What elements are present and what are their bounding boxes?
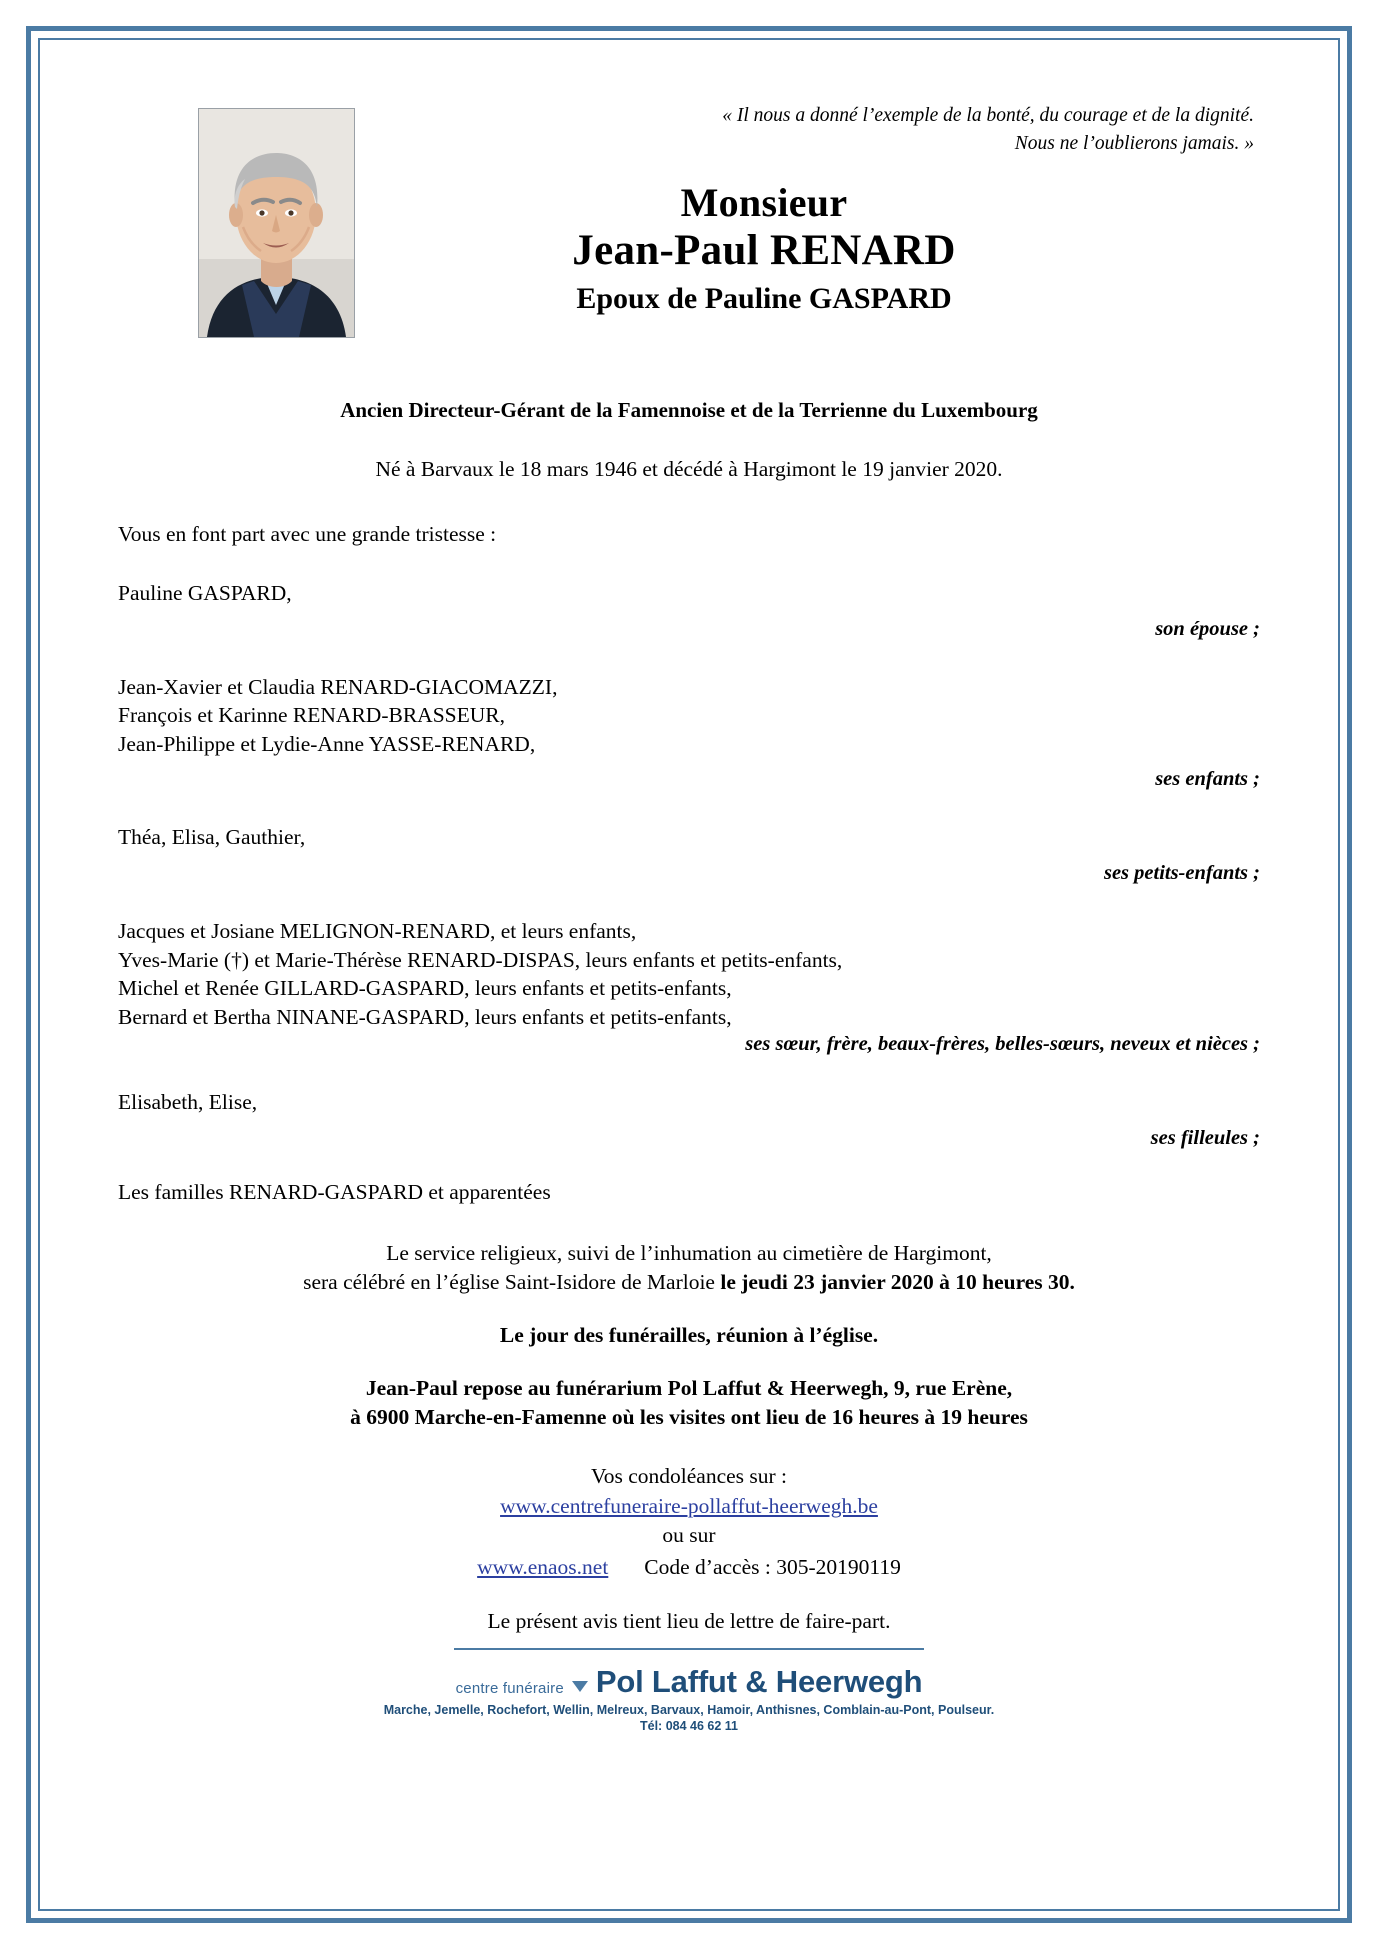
family-relation: ses enfants ; <box>1155 768 1260 791</box>
families-line: Les familles RENARD-GASPARD et apparentées <box>118 1179 551 1204</box>
family-names <box>118 579 1260 608</box>
document-content <box>60 60 1318 1889</box>
portrait-photo <box>198 108 355 338</box>
family-relation: son épouse ; <box>1155 617 1260 640</box>
condolences-block <box>118 1462 1260 1583</box>
enaos-website-link[interactable]: www.enaos.net <box>477 1554 609 1579</box>
logo-line <box>118 1664 1260 1700</box>
triangle-icon <box>572 1681 588 1692</box>
logo-phone: Tél: 084 46 62 11 <box>640 1718 738 1733</box>
family-relation: ses sœur, frère, beaux-frères, belles-sœurs, neveux et nièces ; <box>745 1033 1260 1056</box>
family-names <box>118 673 1260 759</box>
quote-line-1: « Il nous a donné l’exemple de la bonté, du courage et de la dignité. <box>722 105 1254 126</box>
family-name-line: Jean-Xavier et Claudia RENARD-GIACOMAZZI, <box>118 674 558 699</box>
family-group-grandchildren <box>118 823 1260 885</box>
family-name-line: Pauline GASPARD, <box>118 581 292 605</box>
footer-logo <box>118 1664 1260 1733</box>
deceased-name: Jean-Paul RENARD <box>572 227 956 275</box>
family-group-children <box>118 673 1260 792</box>
family-group-goddaughters <box>118 1088 1260 1150</box>
family-name-line: François et Karinne RENARD-BRASSEUR, <box>118 703 505 728</box>
reunion-note: Le jour des funérailles, réunion à l’église. <box>499 1322 879 1347</box>
quote-line-2: Nous ne l’oublierons jamais. » <box>1014 133 1254 155</box>
condolences-website-link[interactable]: www.centrefuneraire-pollaffut-heerwegh.be <box>500 1493 878 1518</box>
family-names <box>118 1088 1260 1117</box>
family-name-line: Jacques et Josiane MELIGNON-RENARD, et leurs enfants, <box>118 918 637 943</box>
service-datetime: le jeudi 23 janvier 2020 à 10 heures 30. <box>720 1269 1075 1294</box>
logo-towns: Marche, Jemelle, Rochefort, Wellin, Melreux, Barvaux, Hamoir, Anthisnes, Comblain-au-Pont, Poulseur. <box>383 1702 995 1717</box>
family-group-spouse <box>118 579 1260 641</box>
family-group-siblings <box>118 917 1260 1056</box>
spouse-line: Epoux de Pauline GASPARD <box>576 282 952 316</box>
service-line-2 <box>118 1268 1260 1297</box>
access-code: Code d’accès : 305-20190119 <box>644 1554 901 1579</box>
family-name-line: Elisabeth, Elise, <box>118 1090 258 1115</box>
condolences-label: Vos condoléances sur : <box>590 1464 788 1488</box>
logo-subtitle: centre funéraire <box>455 1679 564 1697</box>
repose-info <box>118 1374 1260 1432</box>
honorific: Monsieur <box>680 179 848 225</box>
repose-line-1: Jean-Paul repose au funérarium Pol Laffut & Heerwegh, 9, rue Erène, <box>365 1375 1013 1400</box>
family-name-line: Yves-Marie (†) et Marie-Thérèse RENARD-DISPAS, leurs enfants et petits-enfants, <box>118 947 843 972</box>
announcement-intro: Vous en font part avec une grande tristesse : <box>118 522 497 546</box>
service-details <box>118 1239 1260 1297</box>
family-relation: ses filleules ; <box>1150 1126 1260 1149</box>
family-names <box>118 917 1260 1031</box>
family-name-line: Bernard et Bertha NINANE-GASPARD, leurs enfants et petits-enfants, <box>118 1004 732 1029</box>
access-row <box>118 1553 1260 1583</box>
family-names <box>118 823 1260 852</box>
portrait-image <box>199 109 354 337</box>
service-line-2-prefix: sera célébré en l’église Saint-Isidore de Marloie <box>303 1269 721 1294</box>
family-name-line: Michel et Renée GILLARD-GASPARD, leurs enfants et petits-enfants, <box>118 976 732 1001</box>
family-name-line: Théa, Elisa, Gauthier, <box>118 825 306 850</box>
logo-title: Pol Laffut & Heerwegh <box>595 1663 923 1699</box>
divider <box>454 1648 924 1650</box>
closing-note: Le présent avis tient lieu de lettre de faire-part. <box>487 1608 891 1633</box>
family-name-line: Jean-Philippe et Lydie-Anne YASSE-RENARD, <box>118 731 536 756</box>
service-line-1: Le service religieux, suivi de l’inhumation au cimetière de Hargimont, <box>386 1240 992 1265</box>
header-section <box>118 102 1260 352</box>
family-relation: ses petits-enfants ; <box>1103 861 1260 884</box>
birth-death-line: Né à Barvaux le 18 mars 1946 et décédé à Hargimont le 19 janvier 2020. <box>375 457 1003 481</box>
condolences-or: ou sur <box>662 1523 716 1548</box>
professional-role: Ancien Directeur-Gérant de la Famennoise et de la Terrienne du Luxembourg <box>340 398 1038 422</box>
repose-line-2: à 6900 Marche-en-Famenne où les visites ont lieu de 16 heures à 19 heures <box>350 1404 1028 1429</box>
